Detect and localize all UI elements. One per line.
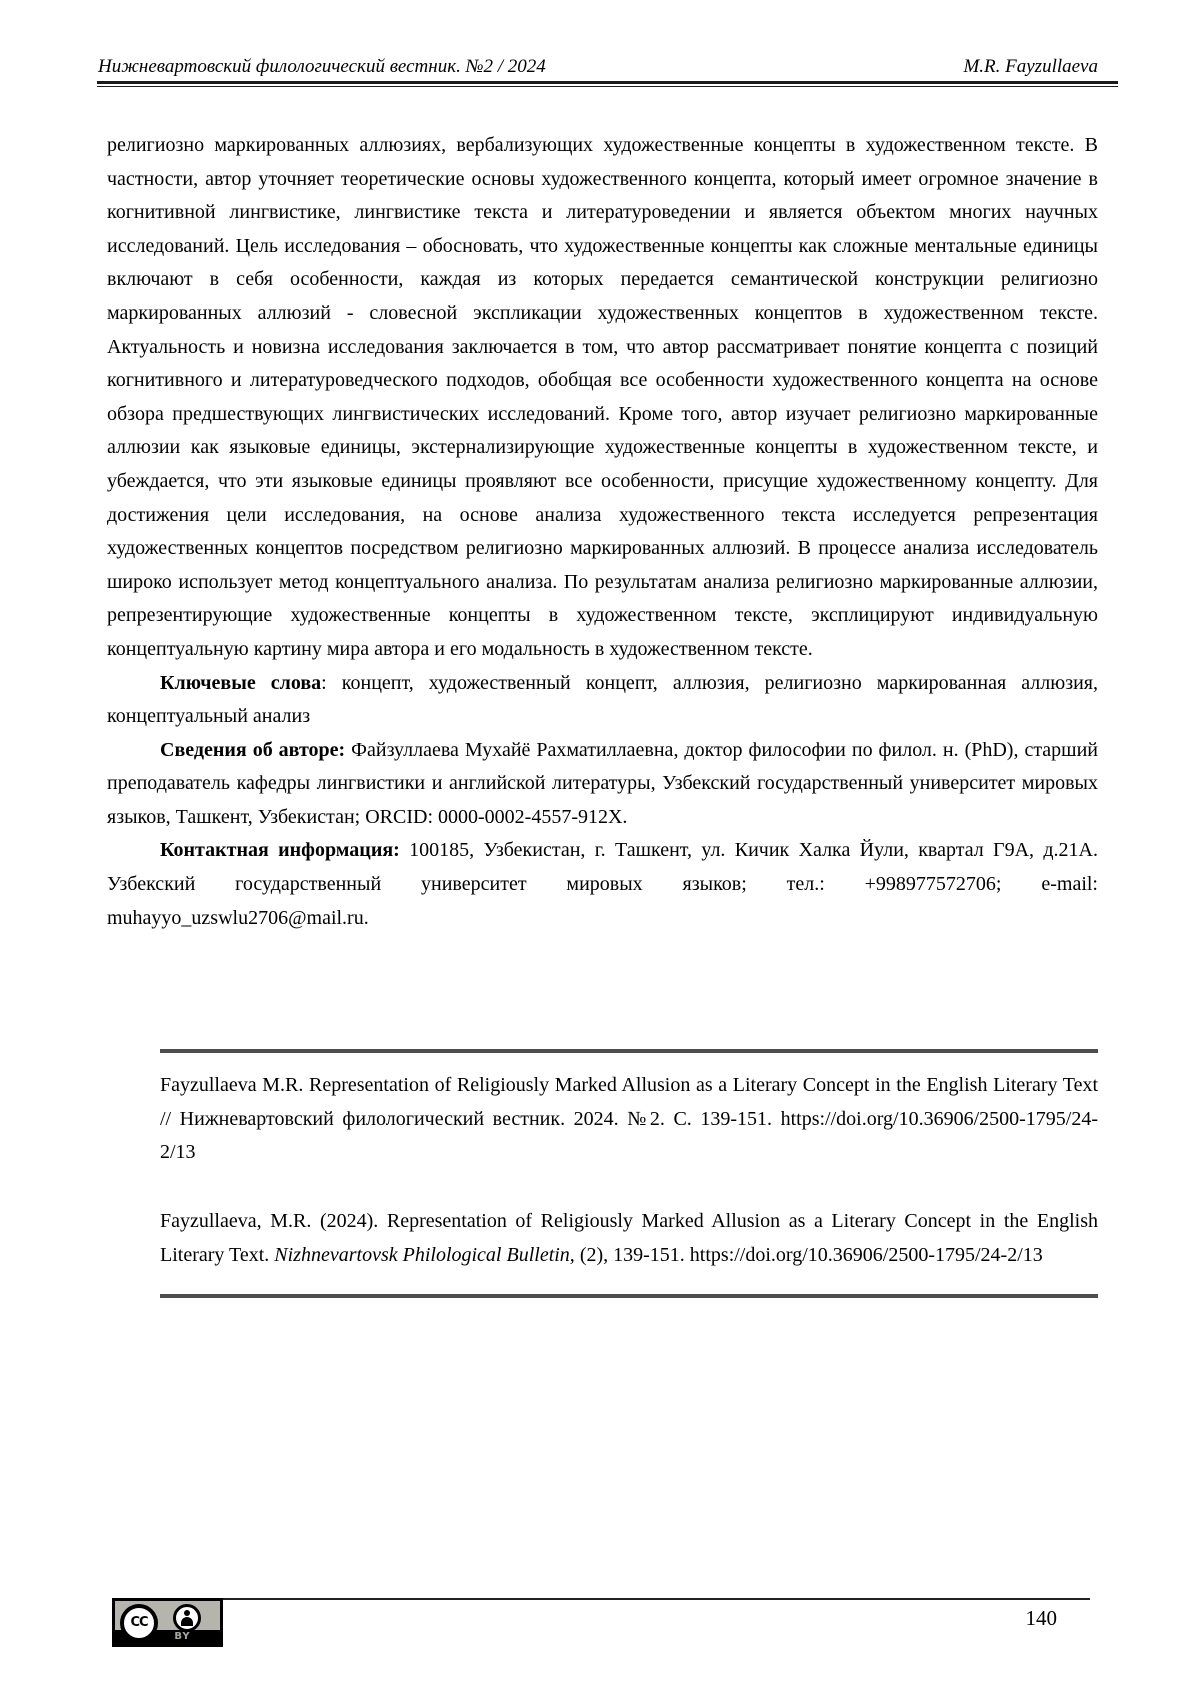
citation-apa-journal: Nizhnevartovsk Philological Bulletin, <box>274 1243 575 1266</box>
abstract-paragraph <box>107 129 1098 667</box>
footer-divider <box>222 1598 1090 1600</box>
license-by-label: BY <box>115 1630 220 1644</box>
page-header <box>98 56 1098 78</box>
contact-info-label: Контактная информация: <box>160 839 400 862</box>
citation-apa-after: (2), 139-151. https://doi.org/10.36906/2500-1795/24-2/13 <box>574 1243 1043 1266</box>
cc-logo-text: CC <box>130 1615 148 1630</box>
page-number: 140 <box>1025 1606 1057 1630</box>
author-info-paragraph <box>107 734 1098 835</box>
abstract-text: религиозно маркированных аллюзиях, вербализующих художественные концепты в художественном тексте. В частности, автор уточняет теоретические основы художественного концепта, который имеет огромное значение в когнитивной лингвистике, лингвистике текста и литературоведении и является объектом многих научных исследований. Цель исследования – обосновать, что художественные концепты как сложные ментальные единицы включают в себя особенности, каждая из которых передается семантической конструкции религиозно маркированных аллюзий - словесной экспликации художественных концептов в художественном тексте. Актуальность и новизна исследования заключается в том, что автор рассматривает понятие концепта с позиций когнитивного и литературоведческого подходов, обобщая все особенности художественного концепта на основе обзора предшествующих лингвистических исследований. Кроме того, автор изучает религиозно маркированные аллюзии как языковые единицы, экстернализирующие художественные концепты в художественном тексте, и убеждается, что эти языковые единицы проявляют все особенности, присущие художественному концепту. Для достижения цели исследования, на основе анализа художественного текста исследуется репрезентация художественных концептов посредством религиозно маркированных аллюзий. В процессе анализа исследователь широко использует метод концептуального анализа. По результатам анализа религиозно маркированные аллюзии, репрезентирующие художественные концепты в художественном тексте, эксплицируют индивидуальную концептуальную картину мира автора и его модальность в художественном тексте. <box>107 134 1098 660</box>
contact-info-paragraph <box>107 834 1098 935</box>
cc-icon <box>120 1604 158 1642</box>
running-author: M.R. Fayzullaeva <box>963 56 1098 77</box>
keywords-label: Ключевые слова <box>160 671 322 694</box>
author-info-label: Сведения об авторе: <box>160 738 346 761</box>
contact-info-text: 100185, Узбекистан, г. Ташкент, ул. Кичик Халка Йули, квартал Г9А, д.21А. Узбекский государственный университет мировых языков; тел.: +998977572706; e-mail: muhayyo_uzswlu2706@mail.ru. <box>107 839 1098 929</box>
citation-apa-before: Fayzullaeva, M.R. (2024). Representation of Religiously Marked Allusion as a Literary Concept in the English Literary Text. <box>160 1210 1098 1266</box>
header-divider <box>97 81 1118 87</box>
citation-apa <box>160 1205 1098 1272</box>
keywords-text: : концепт, художественный концепт, аллюзия, религиозно маркированная аллюзия, концептуальный анализ <box>107 671 1098 728</box>
cc-by-license-badge <box>112 1598 223 1647</box>
author-info-text: Файзуллаева Мухайё Рахматиллаевна, доктор философии по филол. н. (PhD), старший преподаватель кафедры лингвистики и английской литературы, Узбекский государственный университет мировых языков, Ташкент, Узбекистан; ORCID: 0000-0002-4557-912X. <box>107 738 1098 828</box>
citation-block <box>160 1049 1098 1298</box>
keywords-paragraph <box>107 667 1098 734</box>
citation-gost-text: Fayzullaeva M.R. Representation of Religiously Marked Allusion as a Literary Concept in the English Literary Text // Нижневартовский филологический вестник. 2024. №2. С. 139-151. https://doi.org/10.36906/2500-1795/24-2/13 <box>160 1074 1098 1164</box>
article-content <box>107 129 1098 1298</box>
journal-title: Нижневартовский филологический вестник. №2 / 2024 <box>98 56 546 77</box>
citation-gost <box>160 1069 1098 1170</box>
person-icon <box>173 1604 201 1632</box>
